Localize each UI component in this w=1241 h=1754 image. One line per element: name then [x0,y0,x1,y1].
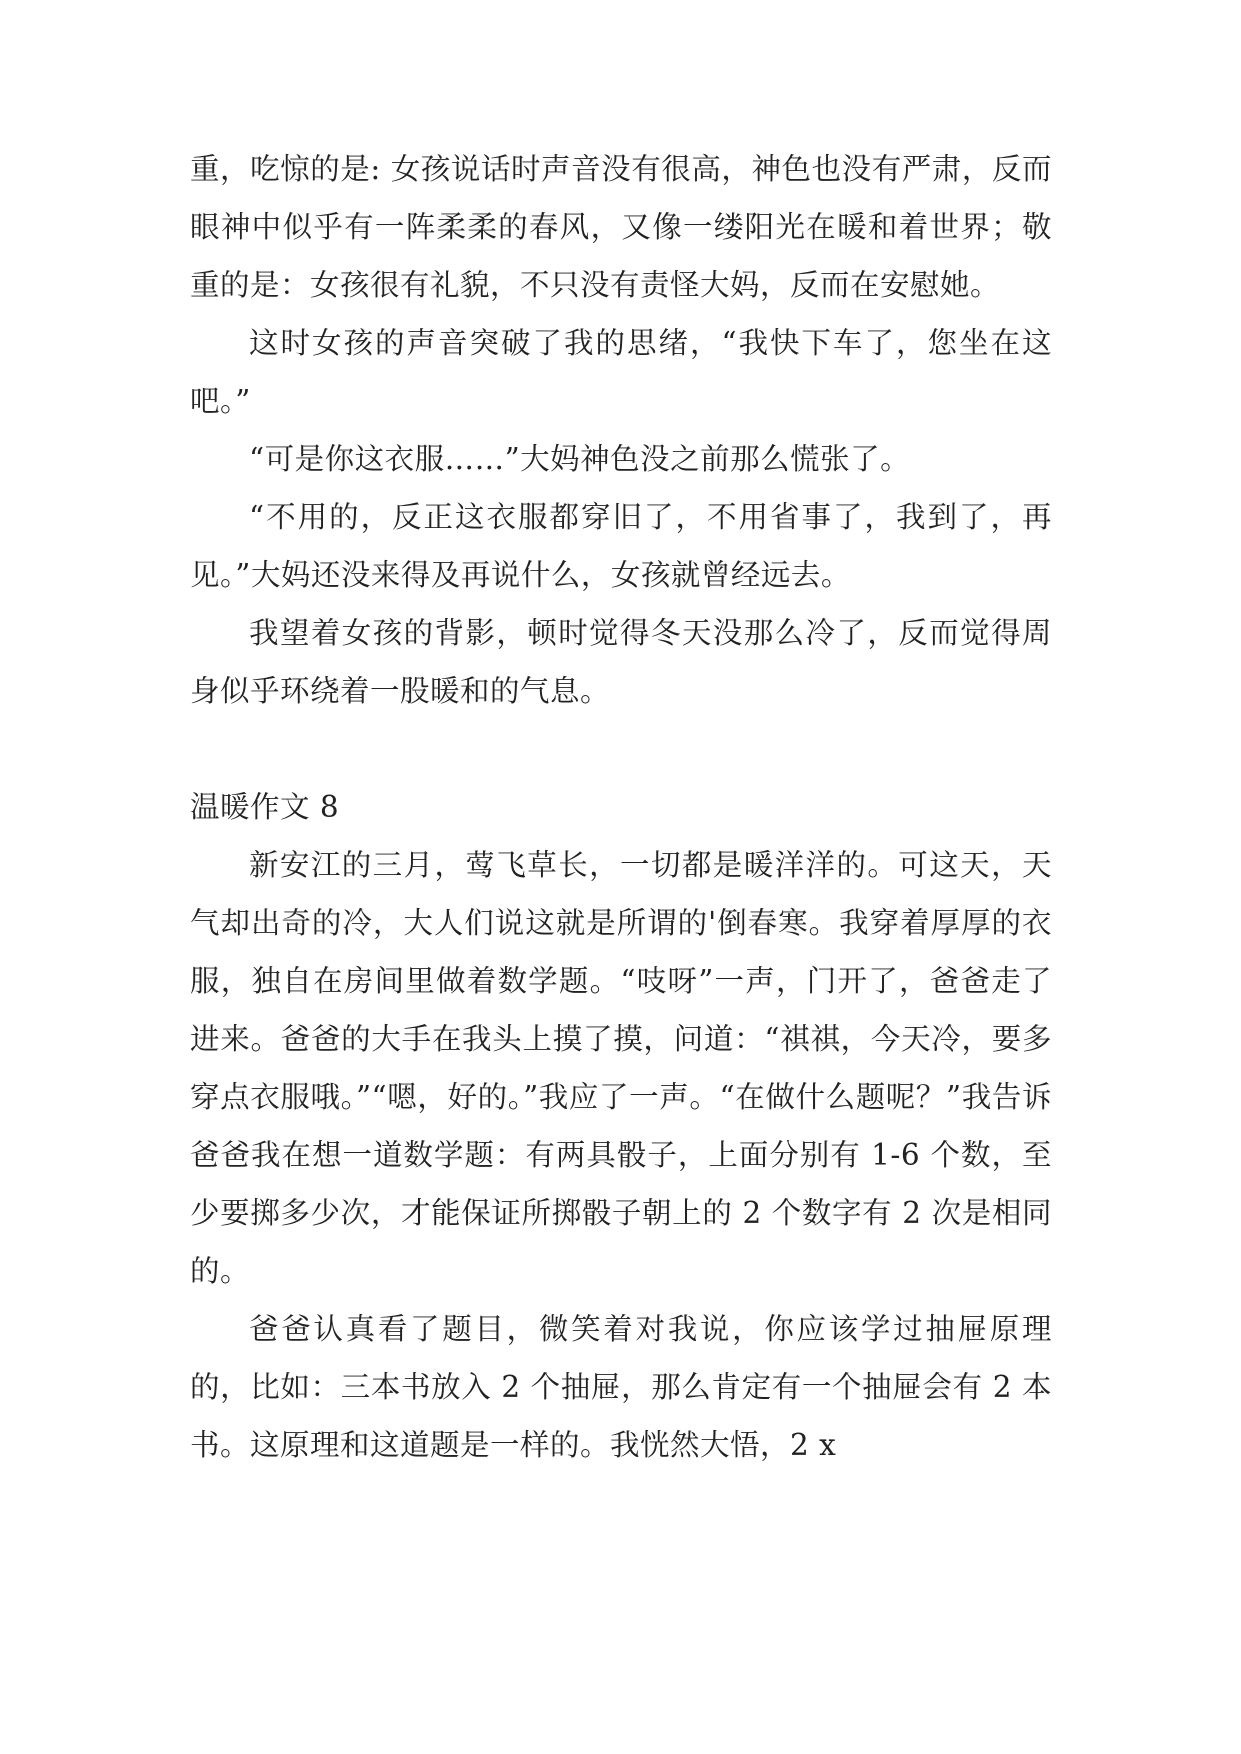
paragraph: 这时女孩的声音突破了我的思绪，“我快下车了，您坐在这吧。” [190,326,1052,418]
paragraph: 爸爸认真看了题目，微笑着对我说，你应该学过抽屉原理的，比如：三本书放入 2 个抽屉，那么肯定有一个抽屉会有 2 本书。这原理和这道题是一样的。我恍然大悟，2 x [190,1312,1052,1462]
paragraph: 新安江的三月，莺飞草长，一切都是暖洋洋的。可这天，天气却出奇的冷，大人们说这就是所谓的'倒春寒。我穿着厚厚的衣服，独自在房间里做着数学题。“吱呀”一声，门开了，爸爸走了进来。爸爸的大手在我头上摸了摸，问道：“祺祺，今天冷，要多穿点衣服哦。”“嗯，好的。”我应了一声。“在做什么题呢？”我告诉爸爸我在想一道数学题：有两具骰子，上面分别有 1-6 个数，至少要掷多少次，才能保证所掷骰子朝上的 2 个数字有 2 次是相同的。 [190,848,1052,1288]
section-title: 温暖作文 8 [190,790,340,824]
document-body [190,140,1052,1474]
paragraph: 我望着女孩的背影，顿时觉得冬天没那么冷了，反而觉得周身似乎环绕着一股暖和的气息。 [190,616,1052,708]
paragraph: 重，吃惊的是: 女孩说话时声音没有很高，神色也没有严肃，反而眼神中似乎有一阵柔柔的春风，又像一缕阳光在暖和着世界；敬重的是：女孩很有礼貌，不只没有责怪大妈，反而在安慰她。 [190,152,1052,302]
paragraph: “不用的，反正这衣服都穿旧了，不用省事了，我到了，再见。”大妈还没来得及再说什么，女孩就曾经远去。 [190,500,1052,592]
paragraph: “可是你这衣服……”大妈神色没之前那么慌张了。 [249,442,911,476]
